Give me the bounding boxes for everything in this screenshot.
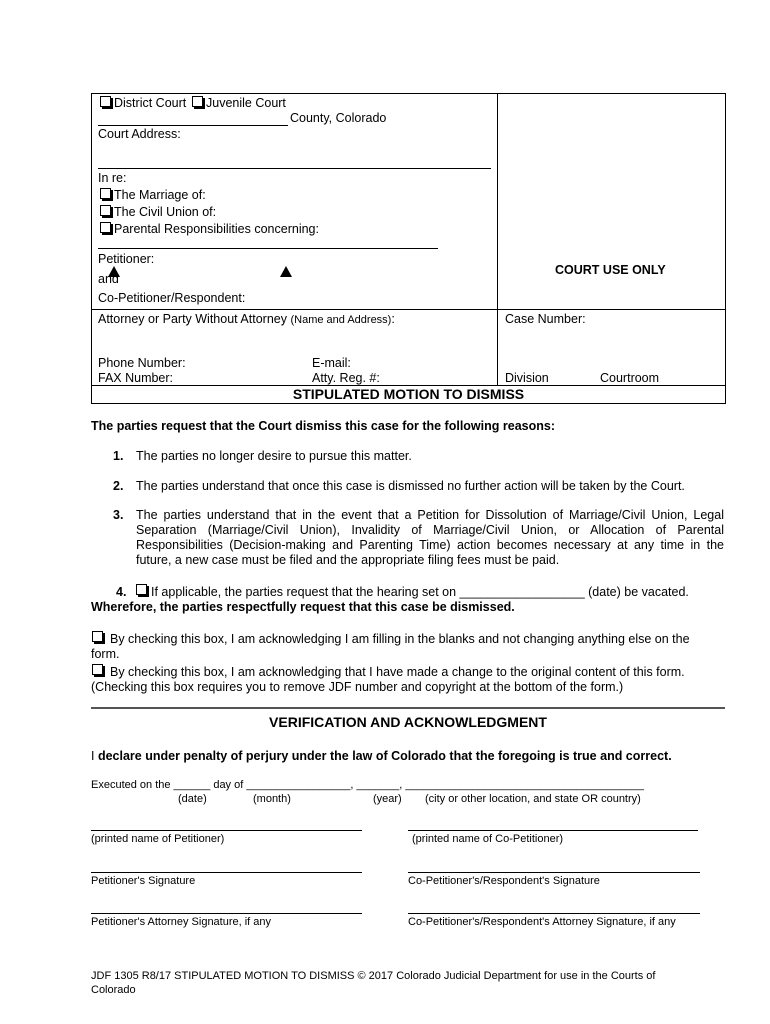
declaration-text: I declare under penalty of perjury under the law of Colorado that the foregoing is true and correct. xyxy=(91,749,672,763)
list-item: The parties no longer desire to pursue this matter. xyxy=(136,449,412,463)
city-caption: (city or other location, and state OR country) xyxy=(425,793,641,805)
email-label: E-mail: xyxy=(312,356,351,370)
court-address-label: Court Address: xyxy=(98,127,181,141)
marriage-checkbox[interactable] xyxy=(100,188,111,199)
juvenile-court-checkbox[interactable] xyxy=(192,96,203,107)
printed-copetitioner-caption: (printed name of Co-Petitioner) xyxy=(412,833,564,845)
division-label: Division xyxy=(505,371,549,385)
phone-label: Phone Number: xyxy=(98,356,186,370)
changed-text: By checking this box, I am acknowledging that I have made a change to the original content of this form. xyxy=(110,665,685,679)
changed-text-cont: (Checking this box requires you to remove JDF number and copyright at the bottom of the form.) xyxy=(91,680,624,694)
copetitioner-atty-signature-caption: Co-Petitioner's/Respondent's Attorney Signature, if any xyxy=(408,916,676,928)
up-arrow-icon xyxy=(108,266,120,277)
list-item: The parties understand that once this case is dismissed no further action will be taken by the Court. xyxy=(136,479,685,493)
attorney-label: Attorney or Party Without Attorney (Name and Address): xyxy=(98,312,395,326)
county-label: County, Colorado xyxy=(290,111,387,125)
parties-blank[interactable] xyxy=(98,248,438,249)
no-change-text-cont: form. xyxy=(91,647,120,661)
petitioner-atty-signature-caption: Petitioner's Attorney Signature, if any xyxy=(91,916,272,928)
marriage-label: The Marriage of: xyxy=(114,188,206,202)
intro-text: The parties request that the Court dismiss this case for the following reasons: xyxy=(91,419,555,433)
courtroom-label: Courtroom xyxy=(600,371,660,385)
verification-heading: VERIFICATION AND ACKNOWLEDGMENT xyxy=(269,714,547,730)
changed-checkbox[interactable] xyxy=(92,664,103,675)
and-label: and xyxy=(98,272,119,286)
printed-petitioner-caption: (printed name of Petitioner) xyxy=(91,833,225,845)
atty-reg-label: Atty. Reg. #: xyxy=(312,371,380,385)
item-number: 4. xyxy=(116,585,127,599)
date-caption: (date) xyxy=(178,793,207,805)
petitioner-atty-signature-line[interactable] xyxy=(91,913,362,914)
hearing-vacate-checkbox[interactable] xyxy=(136,584,147,595)
district-court-label: District Court xyxy=(114,96,187,110)
no-change-checkbox[interactable] xyxy=(92,631,103,642)
juvenile-court-label: Juvenile Court xyxy=(206,96,286,110)
wherefore-text: Wherefore, the parties respectfully request that this case be dismissed. xyxy=(91,600,515,614)
petitioner-signature-caption: Petitioner's Signature xyxy=(91,875,196,887)
civil-union-checkbox[interactable] xyxy=(100,205,111,216)
parental-resp-checkbox[interactable] xyxy=(100,222,111,233)
court-use-only-label: COURT USE ONLY xyxy=(555,263,666,277)
copetitioner-atty-signature-line[interactable] xyxy=(408,913,700,914)
item-number: 1. xyxy=(113,449,124,463)
case-number-label: Case Number: xyxy=(505,312,586,326)
executed-line[interactable]: Executed on the ______ day of _________________, _______, _______________________________________ xyxy=(91,779,644,791)
month-caption: (month) xyxy=(253,793,291,805)
copetitioner-signature-caption: Co-Petitioner's/Respondent's Signature xyxy=(408,875,600,887)
petitioner-signature-line[interactable] xyxy=(91,872,362,873)
in-re-label: In re: xyxy=(98,171,127,185)
form-title: STIPULATED MOTION TO DISMISS xyxy=(292,386,525,402)
year-caption: (year) xyxy=(373,793,402,805)
printed-petitioner-line[interactable] xyxy=(91,830,362,831)
civil-union-label: The Civil Union of: xyxy=(114,205,217,219)
county-blank[interactable] xyxy=(98,125,288,126)
list-item: The parties understand that in the event that a Petition for Dissolution of Marriage/Civil Union, Legal Separation (Marriage/Civil Union), Invalidity of Marriage/Civil Union, or Allocation of Parental Responsibilities (Decision-making and Parenting Time) action becomes necessary at any time in the future, a new case must be filed and the appropriate filing fees must be paid. xyxy=(136,508,724,567)
copetitioner-signature-line[interactable] xyxy=(408,872,700,873)
section-divider xyxy=(91,707,725,709)
district-court-checkbox[interactable] xyxy=(100,96,111,107)
co-petitioner-label: Co-Petitioner/Respondent: xyxy=(98,291,246,305)
item-number: 3. xyxy=(113,508,124,522)
no-change-text: By checking this box, I am acknowledging I am filling in the blanks and not changing anything else on the xyxy=(110,632,690,646)
list-item: If applicable, the parties request that the hearing set on __________________ (date) be vacated. xyxy=(151,585,689,599)
petitioner-label: Petitioner: xyxy=(98,252,155,266)
parental-resp-label: Parental Responsibilities concerning: xyxy=(114,222,319,236)
footer-text-cont: Colorado xyxy=(91,984,136,996)
court-address-blank[interactable] xyxy=(98,168,491,169)
item-number: 2. xyxy=(113,479,124,493)
footer-text: JDF 1305 R8/17 STIPULATED MOTION TO DISMISS © 2017 Colorado Judicial Department for use in the Courts of xyxy=(91,970,656,982)
up-arrow-icon xyxy=(280,266,292,277)
printed-copetitioner-line[interactable] xyxy=(408,830,698,831)
fax-label: FAX Number: xyxy=(98,371,174,385)
